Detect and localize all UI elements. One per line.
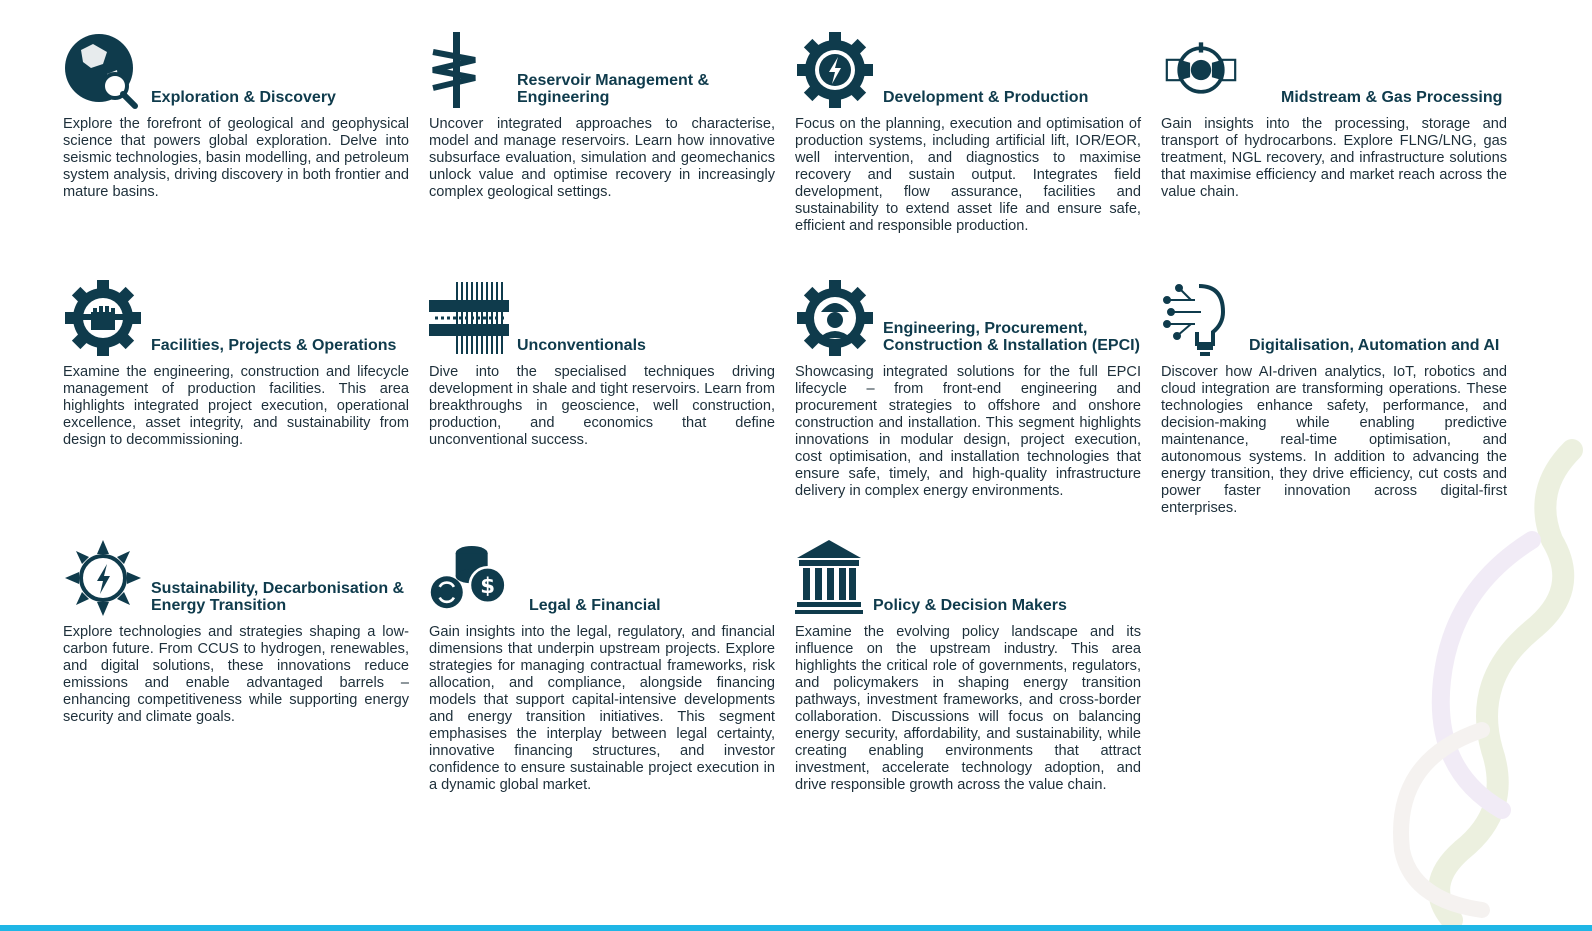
globe-search-icon	[63, 30, 143, 110]
lightbulb-circuit-icon	[1161, 278, 1241, 358]
accent-bottom-bar	[0, 925, 1592, 931]
track-card	[429, 522, 775, 794]
track-card	[795, 522, 1141, 794]
track-title: Legal & Financial	[529, 597, 661, 614]
track-card	[795, 262, 1141, 500]
ornament-decoration	[1332, 430, 1592, 925]
track-title: Engineering, Procurement, Construction & Installation (EPCI)	[883, 320, 1140, 354]
track-card	[795, 14, 1141, 235]
track-description: Examine the evolving policy landscape and its influence on the upstream industry. This area highlights the critical role of governments, regulators, and policymakers in shaping energy transition pathways, investment frameworks, and cross-border collaboration. Discussions will focus on balancing energy security, affordability, and sustainability, while creating enabling environments that attract investment, accelerate technology adoption, and drive responsible growth across the value chain.	[795, 624, 1141, 793]
track-description: Gain insights into the legal, regulatory, and financial dimensions that underpin upstream projects. Explore strategies for managing contractual frameworks, risk allocation, and compliance, alongside financing models that support capital-intensive developments and energy transition initiatives. This segment emphasises the interplay between legal certainty, innovative financing structures, and investor confidence to ensure sustainable project execution in a dynamic global market.	[429, 624, 775, 793]
track-card	[429, 14, 775, 201]
track-description: Discover how AI-driven analytics, IoT, robotics and cloud integration are transforming operations. These technologies enhance safety, performance, and decision-making while enabling predictive maintenance, real-time optimisation, and autonomous systems. In addition to advancing the energy transition, they drive efficiency, cut costs and power faster innovation across digital-first enterprises.	[1161, 364, 1507, 516]
track-title: Sustainability, Decarbonisation & Energy Transition	[151, 580, 405, 614]
coins-dollar-icon	[429, 538, 509, 618]
track-description: Focus on the planning, execution and optimisation of production systems, including artificial lift, IOR/EOR, well intervention, and diagnostics to maximise recovery and sustain output. Integrates field development, flow assurance, facilities and sustainability to extend asset life and ensure safe, efficient and responsible production.	[795, 116, 1141, 234]
track-description: Gain insights into the processing, storage and transport of hydrocarbons. Explore FLNG/LNG, gas treatment, NGL recovery, and infrastructure solutions that maximise efficiency and market reach across the value chain.	[1161, 116, 1507, 200]
government-building-icon	[795, 538, 875, 618]
track-description: Dive into the specialised techniques driving development in shale and tight reservoirs. Learn from breakthroughs in geoscience, well construction, production, and economics that define unconventional success.	[429, 364, 775, 448]
track-card	[429, 262, 775, 449]
track-title: Digitalisation, Automation and AI	[1249, 337, 1500, 354]
pipeline-valve-icon	[1161, 30, 1241, 110]
gear-hand-wrench-icon	[63, 278, 143, 358]
gear-lightning-icon	[795, 30, 875, 110]
track-title: Exploration & Discovery	[151, 89, 336, 106]
shale-layers-icon	[429, 278, 509, 358]
track-title: Policy & Decision Makers	[873, 597, 1067, 614]
track-card	[1161, 14, 1507, 201]
track-description: Showcasing integrated solutions for the full EPCI lifecycle – from front-end engineering and procurement strategies to offshore and onshore construction and installation. This segment highlights innovations in modular design, project execution, cost optimisation, and installation technologies that ensure safe, timely, and high-quality infrastructure delivery in complex energy environments.	[795, 364, 1141, 499]
track-description: Examine the engineering, construction and lifecycle management of production facilities. This area highlights integrated project execution, operational excellence, asset integrity, and sustainability from design to decommissioning.	[63, 364, 409, 448]
svg-text:$: $	[480, 574, 496, 600]
track-description: Explore technologies and strategies shaping a low-carbon future. From CCUS to hydrogen, renewables, and digital solutions, these innovations reduce emissions and enable advantaged barrels – enhancing competitiveness while supporting energy security and climate goals.	[63, 624, 409, 725]
track-title: Facilities, Projects & Operations	[151, 337, 397, 354]
reservoir-symbol-icon	[429, 30, 509, 110]
sun-lightning-icon	[63, 538, 143, 618]
track-title: Unconventionals	[517, 337, 646, 354]
track-card	[63, 14, 409, 201]
track-card	[63, 522, 409, 726]
track-description: Explore the forefront of geological and geophysical science that powers global exploration. Delve into seismic technologies, basin modelling, and petroleum system analysis, driving discovery in both frontier and mature basins.	[63, 116, 409, 200]
track-title: Midstream & Gas Processing	[1281, 89, 1503, 106]
gear-engineer-icon	[795, 278, 875, 358]
track-card	[63, 262, 409, 449]
track-title: Reservoir Management & Engineering	[517, 72, 710, 106]
track-description: Uncover integrated approaches to characterise, model and manage reservoirs. Learn how innovative subsurface evaluation, simulation and geomechanics unlock value and optimise recovery in increasingly complex geological settings.	[429, 116, 775, 200]
track-title: Development & Production	[883, 89, 1089, 106]
